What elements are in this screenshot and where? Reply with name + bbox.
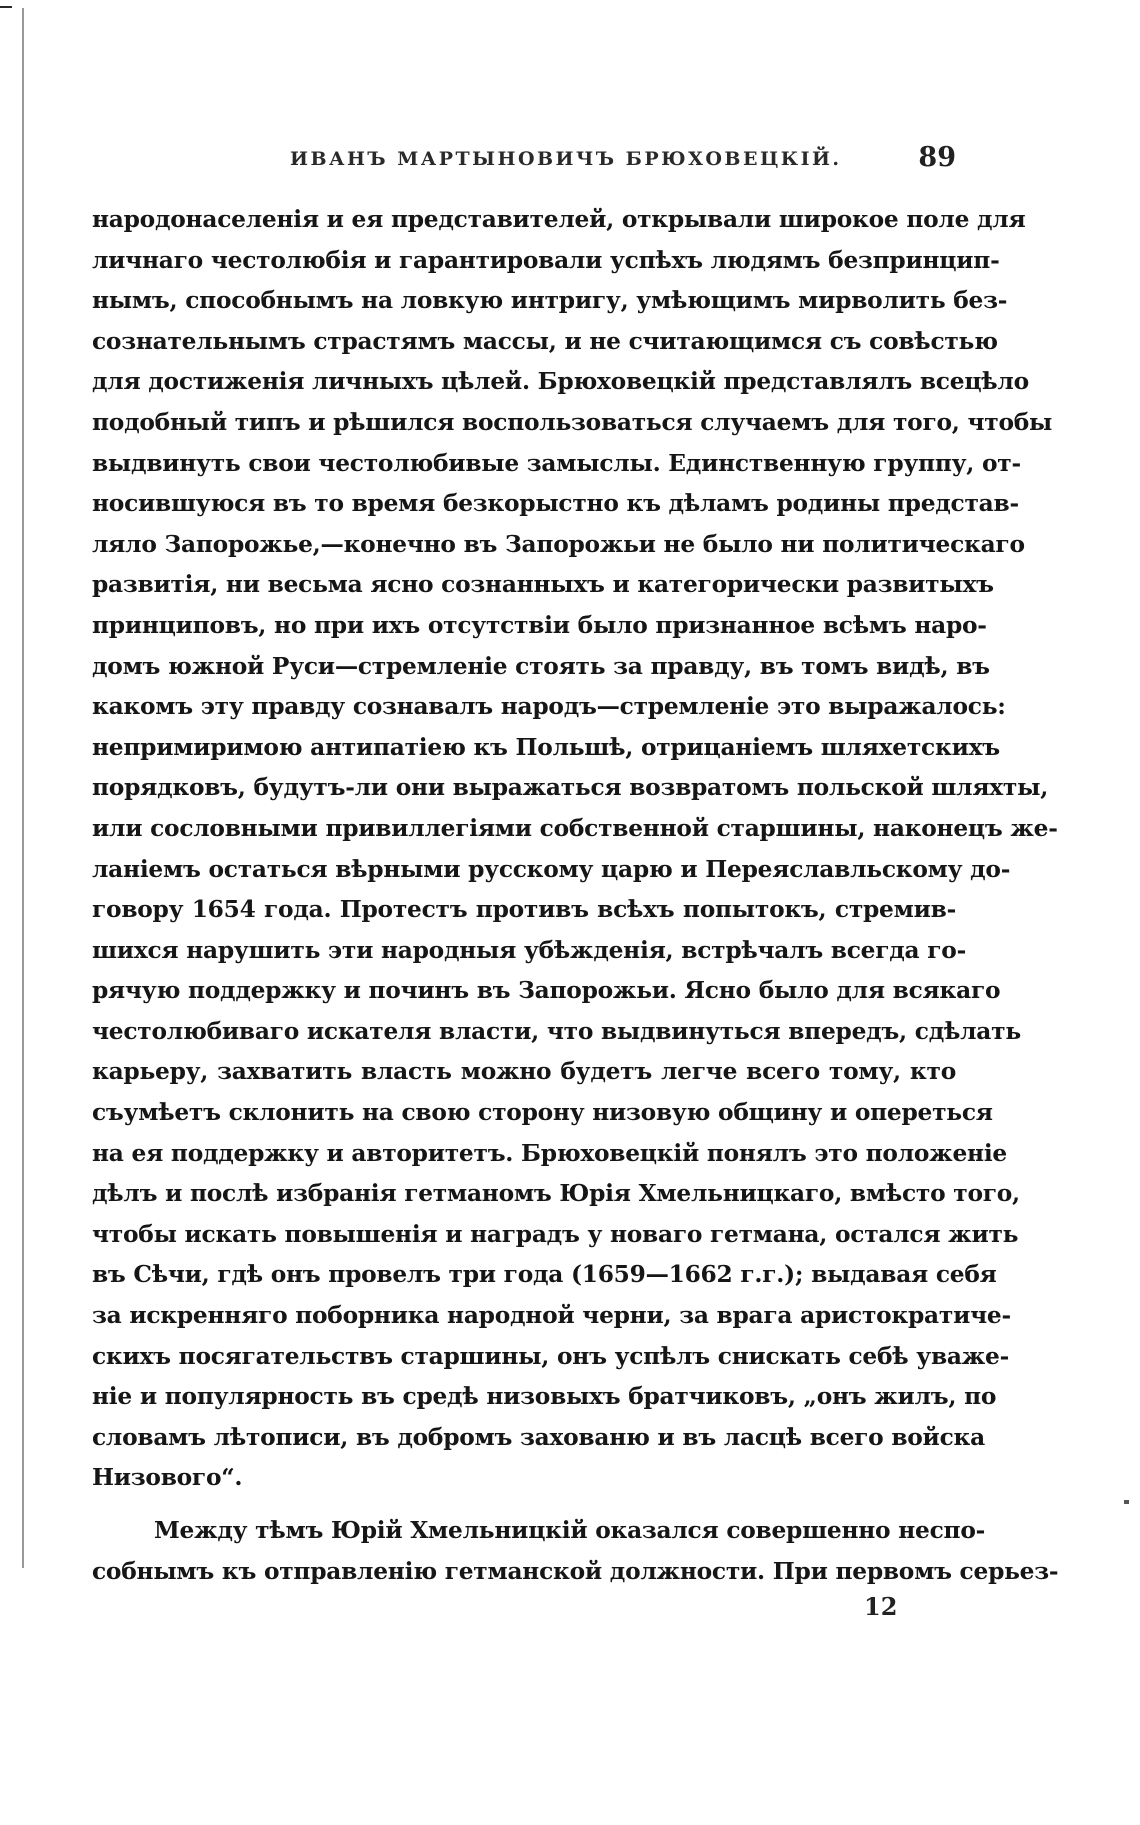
signature-mark: 12 (864, 1592, 898, 1621)
paragraph (92, 1511, 1059, 1592)
text-line: или сословными привиллегіями собственной старшины, наконецъ же- (92, 814, 1058, 842)
text-line: въ Сѣчи, гдѣ онъ провелъ три года (1659—1662 г.г.); выдавая себя (92, 1261, 997, 1289)
text-line: для достиженія личныхъ цѣлей. Брюховецкій представлялъ всецѣло (92, 368, 1029, 396)
text-line: нымъ, способнымъ на ловкую интригу, умѣющимъ мирволить без- (92, 287, 1008, 315)
text-line: собнымъ къ отправленію гетманской должности. При первомъ серьез- (92, 1557, 1059, 1585)
text-line: принциповъ, но при ихъ отсутствіи было признанное всѣмъ наро- (92, 611, 987, 639)
text-line: шихся нарушить эти народныя убѣжденія, встрѣчалъ всегда го- (92, 936, 966, 964)
text-line: дѣлъ и послѣ избранія гетманомъ Юрія Хмельницкаго, вмѣсто того, (92, 1180, 1020, 1208)
text-line: карьеру, захватить власть можно будетъ легче всего тому, кто (92, 1058, 956, 1086)
text-line: непримиримою антипатіею къ Польшѣ, отрицаніемъ шляхетскихъ (92, 733, 1000, 761)
body-text (92, 200, 1059, 1592)
paragraph-gap (92, 1499, 956, 1511)
scan-edge-top (0, 6, 12, 8)
scan-speck (1124, 1500, 1129, 1504)
text-line: Между тѣмъ Юрій Хмельницкій оказался совершенно неспо- (154, 1517, 986, 1544)
text-line: подобный типъ и рѣшился воспользоваться случаемъ для того, чтобы (92, 408, 1053, 436)
paragraph (92, 200, 1058, 1499)
text-line: домъ южной Руси—стремленіе стоять за правду, въ томъ видѣ, въ (92, 652, 990, 680)
text-line: честолюбиваго искателя власти, что выдвинуться впередъ, сдѣлать (92, 1017, 1021, 1045)
text-line: носившуюся въ то время безкорыстно къ дѣламъ родины представ- (92, 490, 1019, 518)
text-line: сознательнымъ страстямъ массы, и не считающимся съ совѣстью (92, 327, 998, 355)
text-line: на ея поддержку и авторитетъ. Брюховецкій понялъ это положеніе (92, 1139, 1007, 1167)
page-header (92, 142, 956, 182)
page-number: 89 (918, 142, 956, 173)
text-line: скихъ посягательствъ старшины, онъ успѣлъ снискать себѣ уваже- (92, 1342, 1009, 1370)
text-line: выдвинуть свои честолюбивые замыслы. Единственную группу, от- (92, 449, 1021, 477)
text-line: Низового“. (92, 1464, 243, 1492)
text-line: ніе и популярность въ средѣ низовыхъ братчиковъ, „онъ жилъ, по (92, 1383, 997, 1411)
text-line: ланіемъ остаться вѣрными русскому царю и Переяславльскому до- (92, 855, 1011, 883)
text-line: порядковъ, будутъ-ли они выражаться возвратомъ польской шляхты, (92, 774, 1049, 802)
text-line: словамъ лѣтописи, въ добромъ захованю и въ ласцѣ всего войска (92, 1423, 985, 1451)
text-line: какомъ эту правду сознавалъ народъ—стремленіе это выражалось: (92, 693, 1006, 721)
running-head: ИВАНЪ МАРТЫНОВИЧЪ БРЮХОВЕЦКІЙ. (290, 148, 842, 170)
text-line: говору 1654 года. Протестъ противъ всѣхъ попытокъ, стремив- (92, 896, 956, 924)
text-line: рячую поддержку и починъ въ Запорожьи. Ясно было для всякаго (92, 977, 1001, 1005)
text-line: за искренняго поборника народной черни, за врага аристократиче- (92, 1302, 1011, 1330)
text-line: чтобы искать повышенія и наградъ у новаго гетмана, остался жить (92, 1220, 1019, 1248)
text-line: развитія, ни весьма ясно сознанныхъ и категорически развитыхъ (92, 571, 994, 599)
scan-edge-left (22, 8, 24, 1568)
text-line: съумѣетъ склонить на свою сторону низовую общину и опереться (92, 1099, 993, 1127)
text-line: народонаселенія и ея представителей, открывали широкое поле для (92, 206, 1026, 233)
text-line: личнаго честолюбія и гарантировали успѣхъ людямъ безпринцип- (92, 246, 1000, 274)
text-line: ляло Запорожье,—конечно въ Запорожьи не было ни политическаго (92, 530, 1025, 558)
